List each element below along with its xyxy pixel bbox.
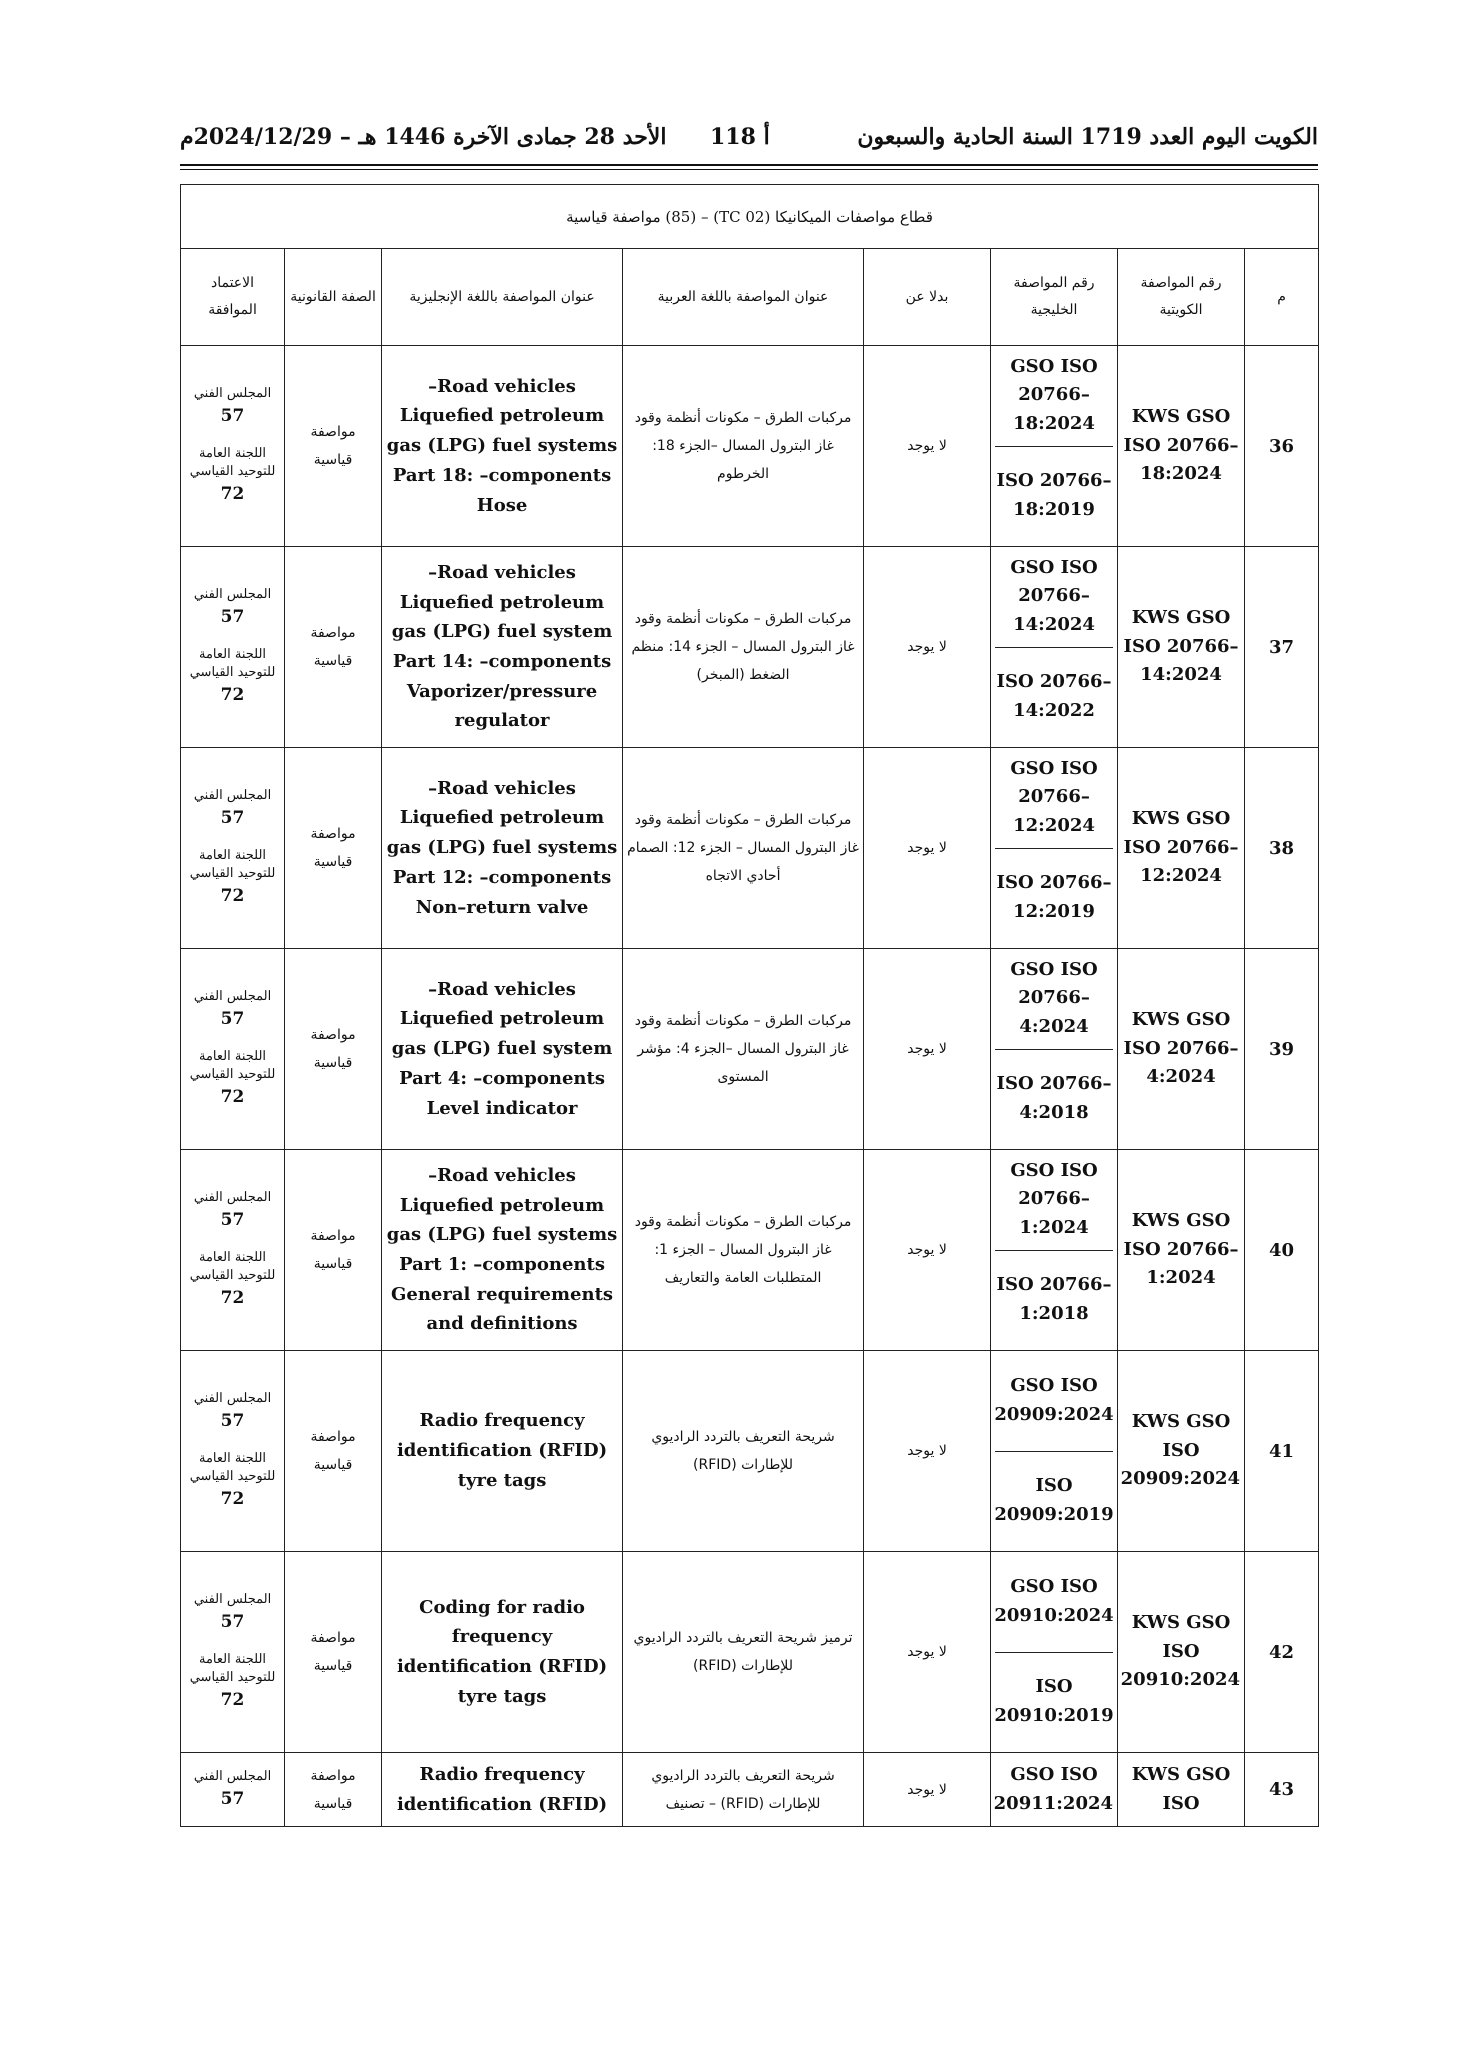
table-row: [181, 1150, 1319, 1351]
approval-general-label: اللجنة العامة للتوحيد القياسي: [189, 445, 276, 480]
title-english: –Road vehicles Liquefied petroleum gas (LPG) fuel systems Part 18: –components Hose: [382, 346, 623, 547]
approval-tech-number: 57: [220, 807, 245, 828]
standards-table: [180, 184, 1319, 1827]
approval-cell: [181, 748, 285, 949]
legal-status: مواصفة قياسية: [285, 1150, 382, 1351]
gazette-issue: الكويت اليوم العدد 1719 السنة الحادية والسبعون: [857, 124, 1318, 150]
kws-number: KWS GSO ISO 20909:2024: [1118, 1351, 1245, 1552]
approval-tech-number: 57: [220, 1410, 245, 1431]
header-rule-thin: [180, 169, 1318, 170]
replaces-cell: لا يوجد: [864, 1753, 991, 1827]
gso-number-cell: [991, 346, 1118, 547]
legal-status: مواصفة قياسية: [285, 748, 382, 949]
row-number: 38: [1245, 748, 1319, 949]
gso-new-number: GSO ISO 20766–18:2024: [995, 346, 1113, 447]
gso-old-number: ISO 20766–1:2018: [996, 1274, 1112, 1325]
replaces-cell: لا يوجد: [864, 346, 991, 547]
approval-tech-label: المجلس الفني: [193, 1592, 272, 1608]
title-arabic: ترميز شريحة التعريف بالتردد الراديوي للإطارات (RFID): [623, 1552, 864, 1753]
issue-date: الأحد 28 جمادى الآخرة 1446 هـ – 2024/12/29م: [180, 124, 667, 150]
legal-status: مواصفة قياسية: [285, 547, 382, 748]
approval-tech-number: 57: [220, 1209, 245, 1230]
row-number: 39: [1245, 949, 1319, 1150]
approval-cell: [181, 1150, 285, 1351]
approval-tech-number: 57: [220, 1008, 245, 1029]
gso-old-number: ISO 20910:2019: [994, 1676, 1114, 1727]
title-arabic: مركبات الطرق – مكونات أنظمة وقود غاز البترول المسال – الجزء 12: الصمام أحادي الاتجاه: [623, 748, 864, 949]
kws-number: KWS GSO ISO 20766–14:2024: [1118, 547, 1245, 748]
approval-tech-label: المجلس الفني: [193, 1768, 272, 1784]
table-row: [181, 1552, 1319, 1753]
replaces-cell: لا يوجد: [864, 1351, 991, 1552]
legal-status: مواصفة قياسية: [285, 346, 382, 547]
approval-general-label: اللجنة العامة للتوحيد القياسي: [189, 847, 276, 882]
gso-new-number: GSO ISO 20766–1:2024: [995, 1150, 1113, 1251]
approval-cell: [181, 547, 285, 748]
gso-number-cell: [991, 1150, 1118, 1351]
legal-status: مواصفة قياسية: [285, 1753, 382, 1827]
approval-tech-label: المجلس الفني: [193, 587, 272, 603]
title-english: –Road vehicles Liquefied petroleum gas (LPG) fuel systems Part 1: –components General requirements and definitions: [382, 1150, 623, 1351]
approval-cell: [181, 949, 285, 1150]
table-row: [181, 1753, 1319, 1827]
approval-general-label: اللجنة العامة للتوحيد القياسي: [189, 1450, 276, 1485]
table-row: [181, 748, 1319, 949]
table-row: [181, 949, 1319, 1150]
replaces-cell: لا يوجد: [864, 1150, 991, 1351]
approval-general-label: اللجنة العامة للتوحيد القياسي: [189, 646, 276, 681]
gso-new-number: GSO ISO 20766–14:2024: [995, 547, 1113, 648]
title-arabic: مركبات الطرق – مكونات أنظمة وقود غاز البترول المسال – الجزء 14: منظم الضغط (المبخر): [623, 547, 864, 748]
page-header: [180, 118, 1318, 158]
approval-tech-label: المجلس الفني: [193, 1391, 272, 1407]
col-header-gso: رقم المواصفة الخليجية: [991, 249, 1118, 346]
title-english: –Road vehicles Liquefied petroleum gas (LPG) fuel system Part 4: –components Level indicator: [382, 949, 623, 1150]
gso-new-number: GSO ISO 20911:2024: [991, 1753, 1118, 1827]
table-row: [181, 346, 1319, 547]
approval-general-number: 72: [220, 1489, 245, 1510]
gso-number-cell: [991, 748, 1118, 949]
table-row: [181, 547, 1319, 748]
legal-status: مواصفة قياسية: [285, 1552, 382, 1753]
row-number: 36: [1245, 346, 1319, 547]
kws-number: KWS GSO ISO 20766–18:2024: [1118, 346, 1245, 547]
col-header-replaces: بدلا عن: [864, 249, 991, 346]
page-number: أ 118: [710, 124, 770, 150]
kws-number: KWS GSO ISO 20766–4:2024: [1118, 949, 1245, 1150]
title-english: Radio frequency identification (RFID): [382, 1753, 623, 1827]
title-arabic: مركبات الطرق – مكونات أنظمة وقود غاز البترول المسال – الجزء 1: المتطلبات العامة والتعاريف: [623, 1150, 864, 1351]
approval-tech-number: 57: [220, 405, 245, 426]
col-header-approval: الاعتماد الموافقة: [181, 249, 285, 346]
approval-general-number: 72: [220, 1288, 245, 1309]
gso-new-number: GSO ISO 20910:2024: [995, 1552, 1113, 1653]
title-arabic: شريحة التعريف بالتردد الراديوي للإطارات (RFID) – تصنيف: [623, 1753, 864, 1827]
approval-general-number: 72: [220, 1690, 245, 1711]
approval-tech-number: 57: [220, 1611, 245, 1632]
col-header-title-en: عنوان المواصفة باللغة الإنجليزية: [382, 249, 623, 346]
title-arabic: شريحة التعريف بالتردد الراديوي للإطارات (RFID): [623, 1351, 864, 1552]
approval-general-number: 72: [220, 685, 245, 706]
approval-general-number: 72: [220, 1087, 245, 1108]
title-english: Coding for radio frequency identification (RFID) tyre tags: [382, 1552, 623, 1753]
replaces-cell: لا يوجد: [864, 949, 991, 1150]
row-number: 37: [1245, 547, 1319, 748]
title-arabic: مركبات الطرق – مكونات أنظمة وقود غاز البترول المسال –الجزء 18: الخرطوم: [623, 346, 864, 547]
gso-old-number: ISO 20909:2019: [994, 1475, 1114, 1526]
gso-old-number: ISO 20766–4:2018: [996, 1073, 1112, 1124]
gso-number-cell: [991, 1552, 1118, 1753]
approval-cell: [181, 346, 285, 547]
table-header-row: [181, 249, 1319, 346]
gso-new-number: GSO ISO 20766–4:2024: [995, 949, 1113, 1050]
kws-number: KWS GSO ISO: [1118, 1753, 1245, 1827]
gso-number-cell: [991, 949, 1118, 1150]
approval-tech-label: المجلس الفني: [193, 989, 272, 1005]
gso-new-number: GSO ISO 20909:2024: [995, 1351, 1113, 1452]
gso-number-cell: [991, 1351, 1118, 1552]
gso-old-number: ISO 20766–18:2019: [996, 470, 1112, 521]
table-title: قطاع مواصفات الميكانيكا (TC 02) – (85) مواصفة قياسية: [181, 185, 1319, 249]
approval-general-label: اللجنة العامة للتوحيد القياسي: [189, 1651, 276, 1686]
approval-tech-number: 57: [220, 606, 245, 627]
col-header-m: م: [1245, 249, 1319, 346]
approval-general-number: 72: [220, 484, 245, 505]
approval-tech-label: المجلس الفني: [193, 788, 272, 804]
title-arabic: مركبات الطرق – مكونات أنظمة وقود غاز البترول المسال –الجزء 4: مؤشر المستوى: [623, 949, 864, 1150]
approval-general-label: اللجنة العامة للتوحيد القياسي: [189, 1249, 276, 1284]
kws-number: KWS GSO ISO 20910:2024: [1118, 1552, 1245, 1753]
approval-general-label: اللجنة العامة للتوحيد القياسي: [189, 1048, 276, 1083]
legal-status: مواصفة قياسية: [285, 949, 382, 1150]
gso-new-number: GSO ISO 20766–12:2024: [995, 748, 1113, 849]
table-row: [181, 1351, 1319, 1552]
replaces-cell: لا يوجد: [864, 1552, 991, 1753]
col-header-kws: رقم المواصفة الكويتية: [1118, 249, 1245, 346]
col-header-legal: الصفة القانونية: [285, 249, 382, 346]
approval-tech-label: المجلس الفني: [193, 1190, 272, 1206]
kws-number: KWS GSO ISO 20766–12:2024: [1118, 748, 1245, 949]
row-number: 43: [1245, 1753, 1319, 1827]
approval-tech-label: المجلس الفني: [193, 386, 272, 402]
replaces-cell: لا يوجد: [864, 748, 991, 949]
approval-tech-number: 57: [220, 1788, 245, 1809]
approval-cell: [181, 1351, 285, 1552]
kws-number: KWS GSO ISO 20766–1:2024: [1118, 1150, 1245, 1351]
gso-number-cell: [991, 547, 1118, 748]
row-number: 41: [1245, 1351, 1319, 1552]
replaces-cell: لا يوجد: [864, 547, 991, 748]
legal-status: مواصفة قياسية: [285, 1351, 382, 1552]
approval-general-number: 72: [220, 886, 245, 907]
approval-cell: [181, 1753, 285, 1827]
row-number: 40: [1245, 1150, 1319, 1351]
approval-cell: [181, 1552, 285, 1753]
col-header-title-ar: عنوان المواصفة باللغة العربية: [623, 249, 864, 346]
gso-old-number: ISO 20766–14:2022: [996, 671, 1112, 722]
title-english: –Road vehicles Liquefied petroleum gas (LPG) fuel system Part 14: –components Vaporizer/pressure regulator: [382, 547, 623, 748]
title-english: Radio frequency identification (RFID) tyre tags: [382, 1351, 623, 1552]
header-rule: [180, 164, 1318, 166]
gso-old-number: ISO 20766–12:2019: [996, 872, 1112, 923]
title-english: –Road vehicles Liquefied petroleum gas (LPG) fuel systems Part 12: –components Non–return valve: [382, 748, 623, 949]
row-number: 42: [1245, 1552, 1319, 1753]
